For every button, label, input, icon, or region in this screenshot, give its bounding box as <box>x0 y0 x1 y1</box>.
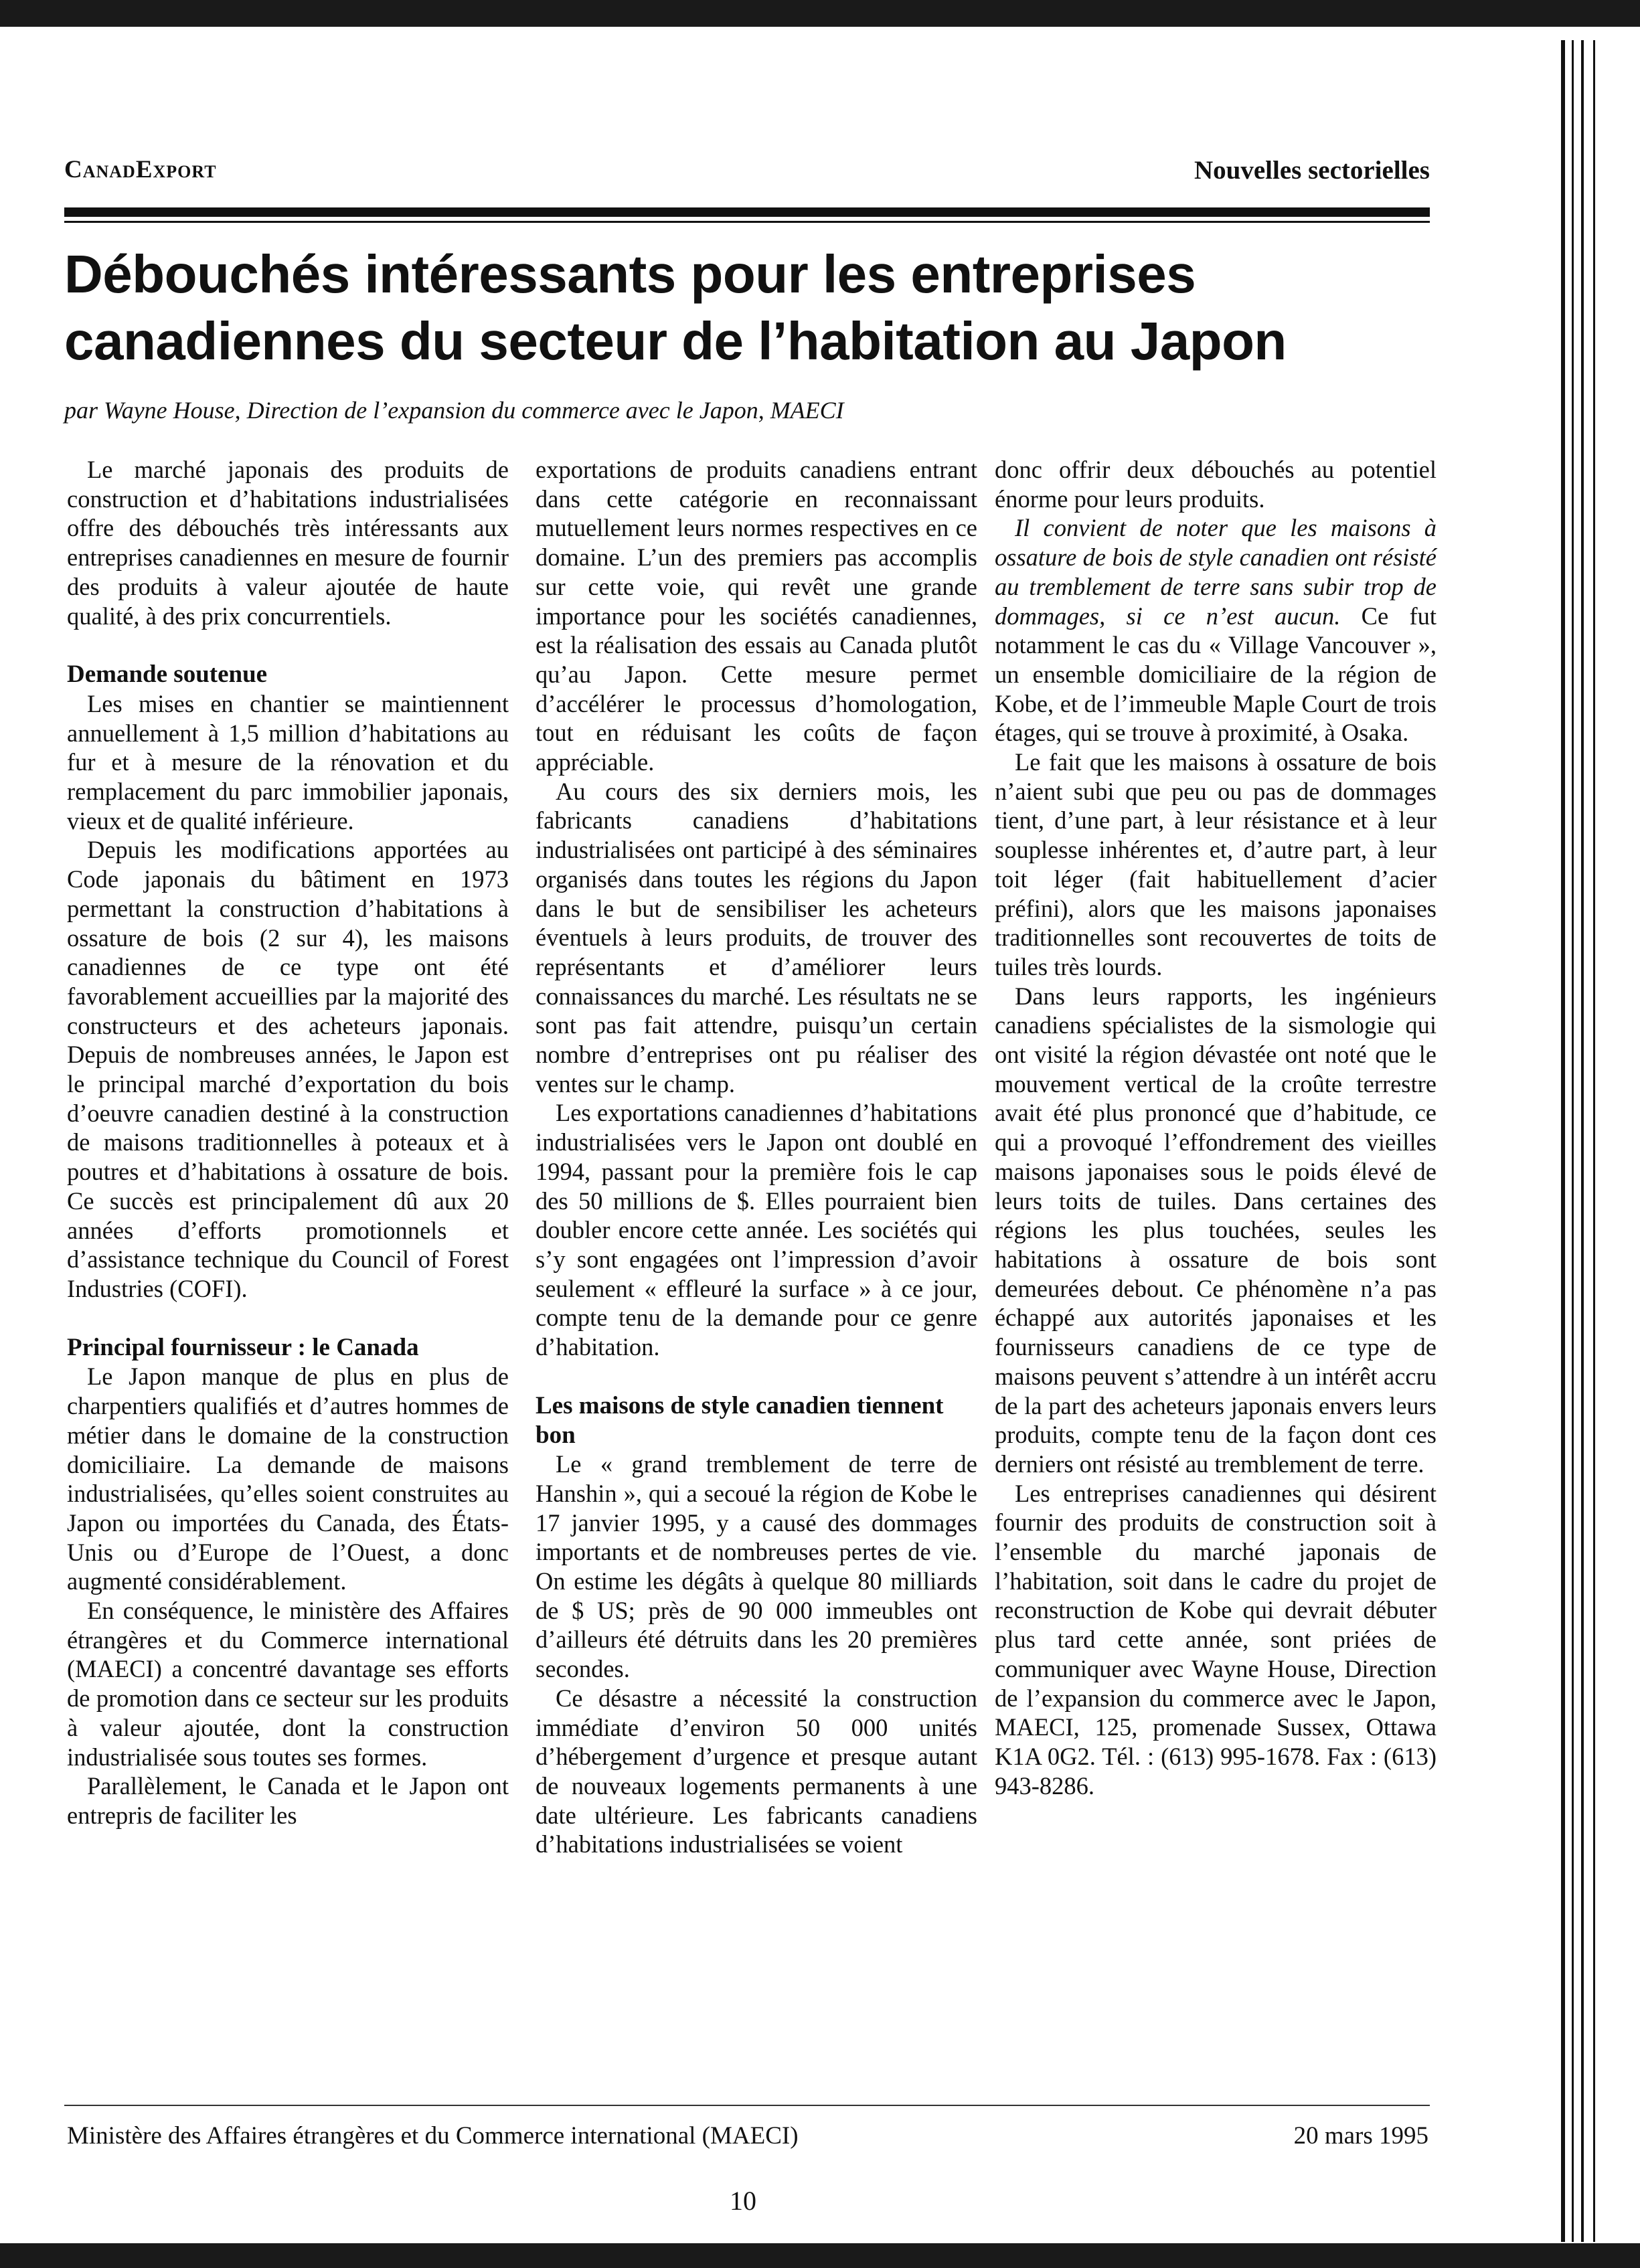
article-column-2 <box>536 455 977 1859</box>
footer-publisher: Ministère des Affaires étrangères et du Commerce international (MAECI) <box>67 2122 799 2150</box>
article-byline: par Wayne House, Direction de l’expansion du commerce avec le Japon, MAECI <box>64 397 844 424</box>
subheading-principal-fournisseur: Principal fournisseur : le Canada <box>67 1333 419 1361</box>
footer-date: 20 mars 1995 <box>1293 2122 1428 2150</box>
subheading-maisons-style-canadien: Les maisons de style canadien tiennent bon <box>536 1391 944 1449</box>
article-headline <box>64 241 1443 375</box>
headline-line-2: canadiennes du secteur de l’habitation au Japon <box>64 311 1287 371</box>
paragraph: Au cours des six derniers mois, les fabricants canadiens d’habitations industrialisées ont participé à des séminaires organisés dans toutes les régions du Japon dans le but de sensibiliser les acheteurs éventuels à leurs produits, de trouver des représentants et d’améliorer leurs connaissances du marché. Les résultats ne se sont pas fait attendre, puisqu’un certain nombre d’entreprises ont pu réaliser des ventes sur le champ. <box>536 777 977 1098</box>
paragraph: Le fait que les maisons à ossature de bois n’aient subi que peu ou pas de dommages tient, d’une part, à leur résistance et à leur souplesse inhérentes et, d’autre part, à leur toit léger (fait habituellement d’acier préfini), alors que les maisons japonaises traditionnelles sont recouvertes de toits de tuiles très lourds. <box>995 748 1437 980</box>
paragraph: Le Japon manque de plus en plus de charpentiers qualifiés et d’autres hommes de métier dans le domaine de la construction domiciliaire. La demande de maisons industrialisées, qu’elles soient construites au Japon ou importées du Canada, des États-Unis ou d’Europe de l’Ouest, a donc augmenté considérablement. <box>67 1363 509 1595</box>
header-rule-thin <box>64 221 1430 223</box>
publication-name: CanadExport <box>64 156 217 183</box>
paragraph-text: Ce fut notamment le cas du « Village Vancouver », un ensemble domiciliaire de la région de Kobe, et de l’immeuble Maple Court de trois étages, qui se trouve à proximité, à Osaka. <box>995 602 1437 747</box>
paragraph-emphasis <box>995 513 1437 748</box>
paragraph: Le « grand tremblement de terre de Hanshin », qui a secoué la région de Kobe le 17 janvier 1995, y a causé des dommages importants et de nombreuses pertes de vie. On estime les dégâts à quelque 80 milliards de $ US; près de 90 000 immeubles ont d’ailleurs été détruits dans les 20 premières secondes. <box>536 1450 977 1683</box>
binding-edge-line <box>1572 40 1574 2242</box>
paragraph: Parallèlement, le Canada et le Japon ont entrepris de faciliter les <box>67 1772 509 1829</box>
article-column-1 <box>67 455 509 1830</box>
paragraph: Les mises en chantier se maintiennent annuellement à 1,5 million d’habitations au fur et à mesure de la rénovation et du remplacement du parc immobilier japonais, vieux et de qualité inférieure. <box>67 689 509 835</box>
italic-statement: Il convient de noter que les maisons à ossature de bois de style canadien ont résisté au tremblement de terre sans subir trop de dommages, si ce n’est aucun. <box>995 514 1437 630</box>
section-title: Nouvelles sectorielles <box>1194 156 1430 185</box>
header-rule-thick <box>64 207 1430 217</box>
paragraph: Dans leurs rapports, les ingénieurs canadiens spécialistes de la sismologie qui ont visité la région dévastée ont noté que le mouvement vertical de la croûte terrestre avait été plus prononcé que d’habitude, ce qui a provoqué l’effondrement des vieilles maisons japonaises sous le poids élevé de leurs toits de tuiles. Dans certaines des régions les plus touchées, seules les habitations à ossature de bois sont demeurées debout. Ce phénomène n’a pas échappé aux autorités japonaises et les fournisseurs canadiens de ce type de maisons peuvent s’attendre à un intérêt accru de la part des acheteurs japonais envers leurs produits, compte tenu de la façon dont ces derniers ont résisté au tremblement de terre. <box>995 982 1437 1478</box>
paragraph: Le marché japonais des produits de construction et d’habitations industrialisées offre des débouchés très intéressants aux entreprises canadiennes en mesure de fournir des produits à valeur ajoutée de haute qualité, à des prix concurrentiels. <box>67 456 509 630</box>
paragraph-continued: exportations de produits canadiens entrant dans cette catégorie en reconnaissant mutuellement leurs normes respectives en ce domaine. L’un des premiers pas accomplis sur cette voie, qui revêt une grande importance pour les sociétés canadiennes, est la réalisation des essais au Canada plutôt qu’au Japon. Cette mesure permet d’accélérer le processus d’homologation, tout en réduisant les coûts de façon appréciable. <box>536 456 977 776</box>
paragraph: Ce désastre a nécessité la construction immédiate d’environ 50 000 unités d’hébergement d’urgence et presque autant de nouveaux logements permanents à une date ultérieure. Les fabricants canadiens d’habitations industrialisées se voient <box>536 1684 977 1858</box>
paragraph: Depuis les modifications apportées au Code japonais du bâtiment en 1973 permettant la construction d’habitations à ossature de bois (2 sur 4), les maisons canadiennes de ce type ont été favorablement accueillies par la majorité des constructeurs et des acheteurs japonais. Depuis de nombreuses années, le Japon est le principal marché d’exportation du bois d’oeuvre canadien destiné à la construction de maisons traditionnelles à poteaux et à poutres et d’habitations à ossature de bois. Ce succès est principalement dû aux 20 années d’efforts promotionnels et d’assistance technique du Council of Forest Industries (COFI). <box>67 836 509 1302</box>
subheading-demande-soutenue: Demande soutenue <box>67 661 268 689</box>
headline-line-1: Débouchés intéressants pour les entreprises <box>64 244 1196 304</box>
scan-border-bottom <box>0 2243 1640 2268</box>
paragraph: En conséquence, le ministère des Affaires étrangères et du Commerce international (MAECI) a concentré davantage ses efforts de promotion dans ce secteur sur les produits à valeur ajoutée, dont la construction industrialisée sous toutes ses formes. <box>67 1597 509 1771</box>
page-number: 10 <box>730 2186 756 2216</box>
scan-border-top <box>0 0 1640 27</box>
page-header <box>64 155 1430 195</box>
paragraph-continued: donc offrir deux débouchés au potentiel énorme pour leurs produits. <box>995 456 1437 513</box>
article-column-3 <box>995 455 1437 1800</box>
paragraph: Les exportations canadiennes d’habitations industrialisées vers le Japon ont doublé en 1994, passant pour la première fois le cap des 50 millions de $. Elles pourraient bien doubler encore cette année. Les sociétés qui s’y sont engagées ont l’impression d’avoir seulement « effleuré la surface » à ce jour, compte tenu de la demande pour ce genre d’habitation. <box>536 1099 977 1361</box>
paragraph: Les entreprises canadiennes qui désirent fournir des produits de construction soit à l’ensemble du marché japonais de l’habitation, soit dans le cadre du projet de reconstruction de Kobe qui devrait débuter plus tard cette année, sont priées de communiquer avec Wayne House, Direction de l’expansion du commerce avec le Japon, MAECI, 125, promenade Sussex, Ottawa K1A 0G2. Tél. : (613) 995-1678. Fax : (613) 943-8286. <box>995 1479 1437 1800</box>
footer-rule <box>64 2105 1430 2106</box>
binding-edge-line <box>1593 40 1595 2242</box>
binding-edge-line <box>1581 40 1584 2242</box>
binding-edge-line <box>1561 40 1565 2242</box>
